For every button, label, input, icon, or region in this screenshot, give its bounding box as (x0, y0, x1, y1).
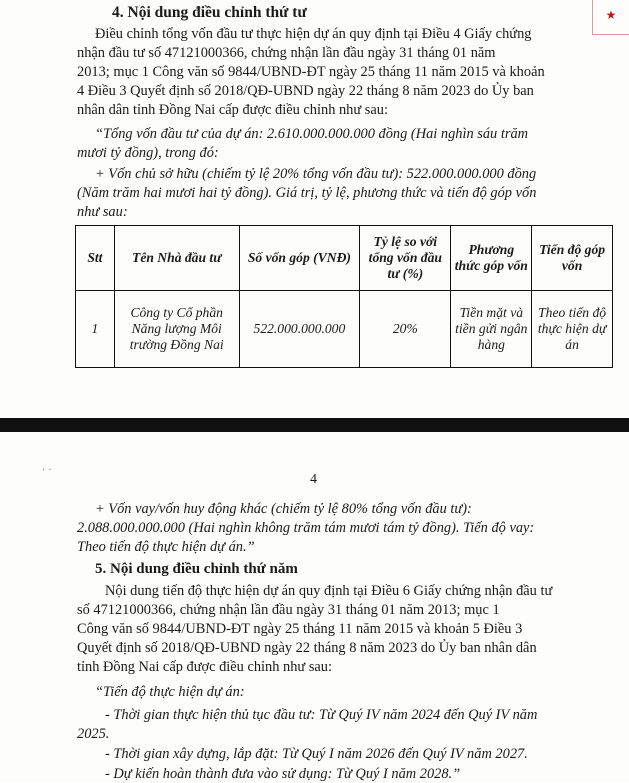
section-4-intro-line: Điều chỉnh tổng vốn đầu tư thực hiện dự án quy định tại Điều 4 Giấy chứng (95, 26, 532, 42)
section-5-intro-line: Nội dung tiến độ thực hiện dự án quy định tại Điều 6 Giấy chứng nhận đầu tư (105, 583, 553, 599)
page-number: 4 (310, 472, 317, 487)
section-5-intro-line: Công văn số 9844/UBND-ĐT ngày 25 tháng 11 năm 2015 và khoản 5 Điều 3 (77, 621, 523, 637)
capital-contribution-table (75, 225, 613, 368)
total-capital-quote: mươi tỷ đồng), trong đó: (77, 145, 219, 161)
schedule-title: “Tiến độ thực hiện dự án: (95, 684, 245, 700)
header-capital-amount: Số vốn góp (VNĐ) (239, 226, 360, 291)
section-4-intro-line: 2013; mục 1 Công văn số 9844/UBND-ĐT ngày 25 tháng 11 năm 2015 và khoản (77, 64, 545, 80)
section-4-intro-line: nhận đầu tư số 47121000366, chứng nhận lần đầu ngày 31 tháng 01 năm (77, 45, 496, 61)
section-5-intro-line: số 47121000366, chứng nhận lần đầu ngày 31 tháng 01 năm 2013; mục 1 (77, 602, 500, 618)
document-page-2 (0, 432, 629, 782)
section-4-intro-line: nhân dân tỉnh Đồng Nai cấp được điều chỉnh như sau: (77, 102, 388, 118)
table-header-row (76, 226, 613, 291)
header-stt: Stt (76, 226, 115, 291)
section-5-intro-line: tỉnh Đồng Nai cấp được điều chỉnh như sau: (77, 659, 333, 675)
cell-method: Tiền mặt và tiền gửi ngân hàng (451, 291, 532, 368)
cell-schedule: Theo tiến độ thực hiện dự án (532, 291, 613, 368)
table-row (76, 291, 613, 368)
schedule-item: 2025. (77, 726, 110, 742)
header-method: Phương thức góp vốn (451, 226, 532, 291)
cell-stt: 1 (76, 291, 115, 368)
section-4-intro-line: 4 Điều 3 Quyết định số 2018/QĐ-UBND ngày 22 tháng 8 năm 2023 do Ủy ban (77, 83, 534, 99)
section-4-heading: 4. Nội dung điều chỉnh thứ tư (112, 4, 307, 21)
scan-speck: . . (42, 462, 52, 473)
header-schedule: Tiến độ góp vốn (532, 226, 613, 291)
red-stamp-mark: ★ (592, 0, 629, 35)
cell-investor-name: Công ty Cổ phần Năng lượng Môi trường Đồng Nai (114, 291, 239, 368)
cell-capital-amount: 522.000.000.000 (239, 291, 360, 368)
equity-capital-line: như sau: (77, 204, 128, 220)
schedule-item: - Thời gian xây dựng, lắp đặt: Từ Quý I năm 2026 đến Quý IV năm 2027. (105, 746, 528, 762)
page-separator (0, 418, 629, 432)
equity-capital-line: (Năm trăm hai mươi hai tỷ đồng). Giá trị, tỷ lệ, phương thức và tiến độ góp vốn (77, 185, 537, 201)
section-5-intro-line: Quyết định số 2018/QĐ-UBND ngày 22 tháng 8 năm 2023 do Ủy ban nhân dân (77, 640, 537, 656)
equity-capital-line: + Vốn chủ sở hữu (chiếm tỷ lệ 20% tổng vốn đầu tư): 522.000.000.000 đồng (95, 166, 537, 182)
header-investor-name: Tên Nhà đầu tư (114, 226, 239, 291)
loan-capital-line: + Vốn vay/vốn huy động khác (chiếm tỷ lệ 80% tổng vốn đầu tư): (95, 501, 472, 517)
section-5-heading: 5. Nội dung điều chỉnh thứ năm (95, 561, 298, 577)
loan-capital-line: Theo tiến độ thực hiện dự án.” (77, 539, 255, 555)
loan-capital-line: 2.088.000.000.000 (Hai nghìn không trăm tám mươi tám tỷ đồng). Tiến độ vay: (77, 520, 535, 536)
total-capital-quote: “Tổng vốn đầu tư của dự án: 2.610.000.000.000 đồng (Hai nghìn sáu trăm (95, 126, 529, 142)
schedule-item: - Dự kiến hoàn thành đưa vào sử dụng: Từ Quý I năm 2028.” (105, 766, 461, 782)
header-ratio: Tỷ lệ so với tổng vốn đầu tư (%) (360, 226, 451, 291)
schedule-item: - Thời gian thực hiện thủ tục đầu tư: Từ Quý IV năm 2024 đến Quý IV năm (105, 707, 538, 723)
cell-ratio: 20% (360, 291, 451, 368)
